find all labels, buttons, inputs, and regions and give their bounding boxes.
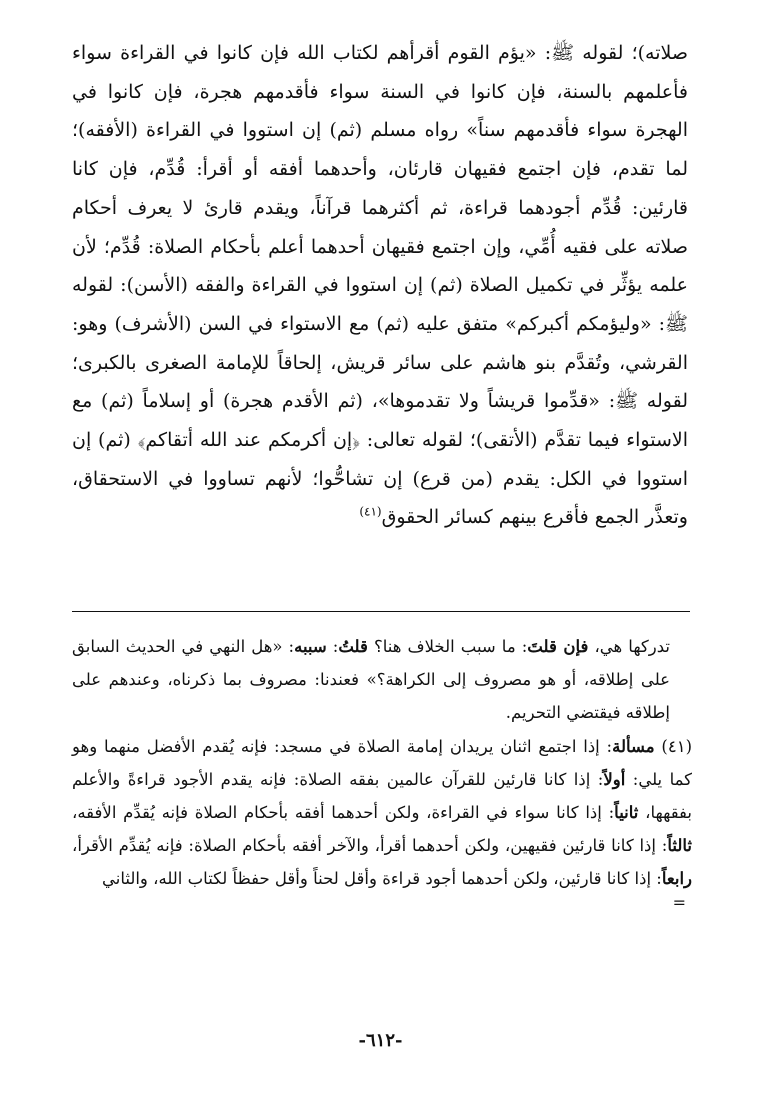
footnote-text: : إذا كانا سواء في القراءة، ولكن أحدهما أفقه بأحكام الصلاة فإنه يُقدِّم الأفقه،: [72, 803, 615, 823]
footnote-text: : إذا كانا قارئين فقيهين، ولكن أحدهما أقرأ، والآخر أفقه بأحكام الصلاة: فإنه يُقدِّم الأقرأ،: [72, 836, 668, 856]
footnote-bold-term: ثالثاً: [667, 836, 692, 856]
footnote-bold-term: رابعاً: [661, 869, 692, 889]
footnotes-section: [72, 630, 692, 910]
footnote-bold-term: سببه: [294, 637, 327, 656]
main-text-paragraph: [72, 34, 688, 537]
footnote-text: : إذا كانا قارئين للقرآن عالمين بفقه الصلاة: فإنه يقدم الأجود قراءةً والأعلم بفقهها،: [72, 769, 692, 823]
footnote-bold-term: أولاً: [603, 769, 626, 789]
footnote-text: : «هل النهي في الحديث السابق على إطلاقه، أو هو مصروف إلى الكراهة؟» فعندنا: مصروف بما ذكرناه، وعندهم على إطلاقه فيقتضي التحريم.: [72, 637, 670, 723]
footnote-separator: [72, 611, 690, 612]
footnote-number: (٤١): [654, 736, 692, 756]
footnote-reference: (٤١): [359, 505, 382, 520]
footnote-bold-term: فإن قلتَ: [527, 637, 589, 656]
footnote-text: : إذا اجتمع اثنان يريدان إمامة الصلاة في مسجد: فإنه يُقدم الأفضل منهما وهو كما يلي:: [72, 736, 693, 789]
footnote-text: : إذا كانا قارئين، ولكن أحدهما أجود قراءة وأقل لحناً وأقل حفظاً لكتاب الله، والثاني: [101, 869, 662, 889]
footnote-bold-term: مسألة: [612, 736, 655, 756]
footnote-text: :: [326, 637, 339, 656]
footnote-text: : ما سبب الخلاف هنا؟: [367, 637, 528, 656]
page-number: -٦١٢-: [358, 1030, 403, 1051]
footnote-bold-term: ثانياً: [614, 803, 639, 823]
continuation-mark: =: [672, 892, 686, 912]
footnote-text: تدركها هي،: [588, 637, 671, 656]
footnote-bold-term: قلتُ: [338, 637, 368, 656]
main-text-body: صلاته)؛ لقوله ﷺ: «يؤم القوم أقرأهم لكتاب الله فإن كانوا في القراءة سواء فأعلمهم بالسنة، فإن كانوا في السنة سواء فأقدمهم هجرة، فإن كانوا في الهجرة سواء فأقدمهم سناً» رواه مسلم (ثم) إن استووا في القراءة (الأفقه)؛ لما تقدم، فإن اجتمع فقيهان قارئان، وأحدهما أفقه أو أقرأ: قُدِّم، فإن كانا قارئين: قُدِّم أجودهما قراءة، ثم أكثرهما قرآناً، ويقدم قارئ لا يعرف أحكام صلاته على فقيه أُمِّي، وإن اجتمع فقيهان أحدهما أعلم بأحكام الصلاة: قُدِّم؛ لأن علمه يؤثِّر في تكميل الصلاة (ثم) إن استووا في القراءة والفقه (الأسن): لقوله ﷺ: «وليؤمكم أكبركم» متفق عليه (ثم) مع الاستواء في السن (الأشرف) وهو: القرشي، وتُقدَّم بنو هاشم على سائر قريش، إلحاقاً للإمامة الصغرى بالكبرى؛ لقوله ﷺ: «قدِّموا قريشاً ولا تقدموها»، (ثم الأقدم هجرة) أو إسلاماً (ثم) مع الاستواء فيما تقدَّم (الأتقى)؛ لقوله تعالى: ﴿إن أكرمكم عند الله أتقاكم﴾ (ثم) إن استووا في الكل: يقدم (من قرع) إن تشاحُّوا؛ لأنهم تساووا في الاستحقاق، وتعذَّر الجمع فأقرع بينهم كسائر الحقوق: [72, 42, 688, 529]
footnote-41: [72, 730, 692, 896]
footnote-continuation: [72, 630, 692, 730]
